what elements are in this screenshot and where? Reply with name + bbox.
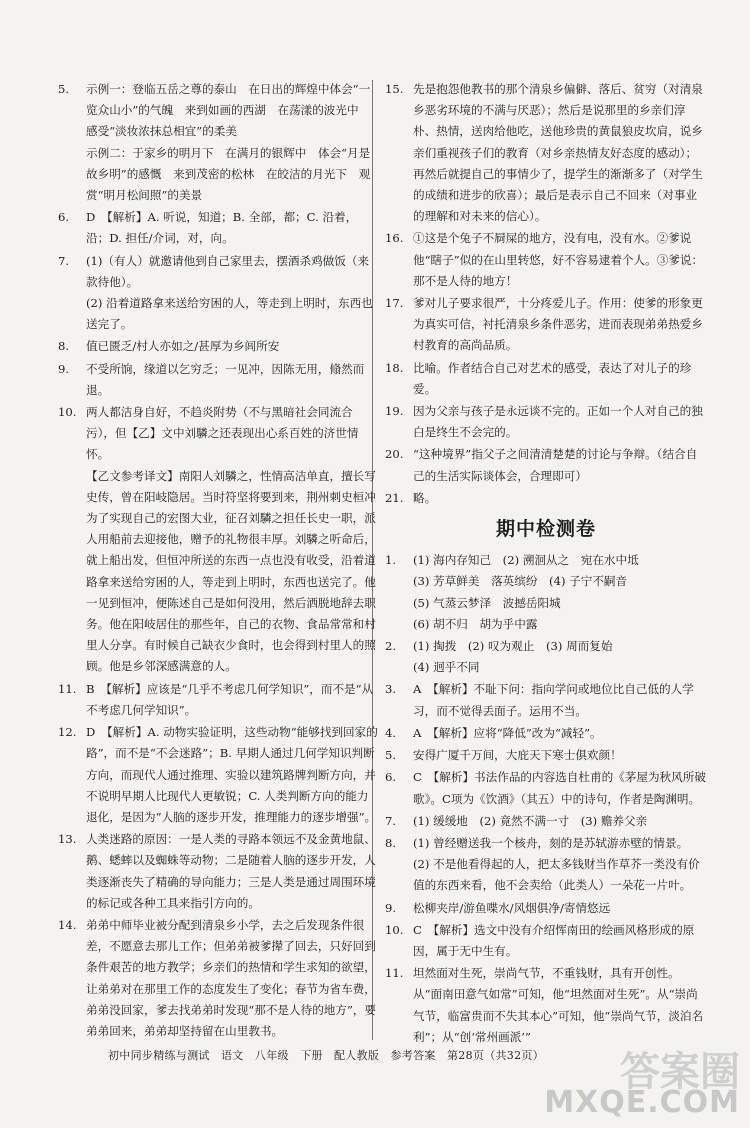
answer-item [58,402,380,678]
answer-number: 8. [385,835,397,850]
answer-number: 14. [58,917,77,932]
answer-number: 9. [385,900,397,915]
answer-item [58,336,380,357]
answer-text: 人类迷路的原因：一是人类的寻路本领远不及金黄地鼠、鹅、蟋蟀以及蜘蛛等动物；二是随着人脑的逐步开发，人类逐渐丧失了精确的导向能力；三是人类是通过周围环境的标记或各种工具来指引方向的。 [86,832,376,910]
answer-item [385,723,707,744]
watermark-text-zh: 答案圈 [620,1049,740,1095]
answer-number: 6. [58,210,70,225]
answer-number: 16. [385,231,404,246]
answer-text: C 【解析】选文中没有介绍恽南田的绘画风格形成的原因，属于无中生有。 [413,922,695,958]
left-column [58,78,380,1042]
answer-item [385,358,707,400]
answer-item [385,833,707,897]
answer-text: (1) 掏拨 (2) 叹为观止 (3) 周而复始 [413,639,613,654]
answer-text: 示例一：登临五岳之尊的泰山 在日出的辉煌中体会“一览众山小”的气魄 来到如画的西湖 在荡漾的波光中 感受“淡妆浓抹总相宜”的柔美 [86,82,371,139]
answer-number: 19. [385,404,404,419]
page-footer: 初中同步精练与测试 语文 八年级 下册 配人教版 参考答案 第28页（共32页） [108,1049,544,1062]
answer-number: 21. [385,490,404,505]
answer-number: 15. [385,82,404,96]
answer-text: D 【解析】A. 动物实验证明，这些动物“能够找到回家的路”，而不是“不会迷路”；B. 早期人通过几何学知识判断方向，而现代人通过推理、实验以建筑路牌判断方向，并不说明早期人比现代人更敏锐；C. 人类判断方向的能力退化，是因为“人脑的逐步开发，推理能力的逐步增强”。 [86,725,378,824]
answer-item [58,679,380,721]
answer-item [58,829,380,914]
answer-text: 松柳夹岸/游鱼喋水/风烟俱净/寄情悠远 [413,900,611,915]
answer-text: 爹对儿子要求很严，十分疼爱儿子。作用：使爹的形象更为真实可信，衬托清泉乡条件恶劣，进而表现弟弟热爱乡村教育的高尚品质。 [413,296,703,353]
answer-item [385,293,707,357]
answer-text: 【乙文参考译文】南阳人刘驎之，性情高洁单直，擅长写史传，曾在阳岐隐居。当时符坚将要到来，荆州刺史桓冲为了实现自己的宏图大业，征召刘驎之担任长史一职，派人用船前去迎接他，赠予的礼物很丰厚。刘驎之听命后，就上船出发，但恒冲所送的东西一点也没有收受，沿着道路拿来送给穷困的人，等走到上明时，东西也送完了。他一见到恒冲，便陈述自己是如何没用，然后洒脱地辞去职务。他在阳岐居住的那些年，自己的衣物、食品常常和村里人分享。有时候自己缺衣少食时，也会得到村里人的照顾。他是乡邻深感满意的人。 [86,468,376,674]
answer-text: A 【解析】不耻下问：指向学问或地位比自己低的人学习，而不觉得丢面子。运用不当。 [413,682,694,718]
answer-text: 示例二：于家乡的明月下 在满月的银辉中 体会“月是故乡明”的感慨 来到茂密的松林 在皎洁的月光下 观赏“明月松间照”的美景 [86,145,371,203]
answer-text: 略。 [413,490,437,505]
answer-item [385,79,707,227]
answer-number: 17. [385,296,404,311]
answer-text: (1) 曾经赠送我一个核舟，刻的是苏轼游赤壁的情景。 [413,835,689,850]
answer-item [385,401,707,443]
answer-text: (1) 海内存知己 (2) 溯洄从之 宛在水中坻 [413,553,639,568]
answer-text: (1) 缓缓地 (2) 竟然不满一寸 (3) 赡养父亲 [413,813,648,828]
answer-item [58,722,380,828]
answer-number: 4. [385,725,397,740]
answer-item [58,79,380,206]
answer-item [385,636,707,678]
answer-text: (3) 芳草鲜美 落英缤纷 (4) 子宁不嗣音 [413,574,628,589]
answer-item [58,207,380,249]
answer-item [58,915,380,1042]
answer-text: “这种境界”指父子之间清清楚楚的讨论与争辩。（结合自己的生活实际谈体会，合理即可） [413,447,698,483]
answer-number: 20. [385,447,404,462]
answer-text: 值已匮乏/村人亦如之/甚厚为乡闾所安 [86,339,280,354]
answer-text: 不受所饷，缘道以乞穷乏；一见冲，因陈无用，翛然而退。 [86,361,365,397]
watermark-text-url: MXQE.COM [544,1085,740,1120]
watermark-logo [544,1040,740,1120]
answer-number: 11. [58,681,77,696]
answer-item [385,550,707,635]
answer-item [385,679,707,721]
section-title: 期中检测卷 [495,518,596,541]
answer-number: 1. [385,553,397,568]
answer-text: 安得广厦千万间，大庇天下寒士俱欢颜！ [413,748,622,763]
answer-item [385,488,707,509]
answer-text: (5) 气蒸云梦泽 波撼岳阳城 [413,595,561,610]
answer-number: 11. [385,966,404,981]
answer-number: 8. [58,339,70,354]
answer-number: 6. [385,770,397,785]
answer-item [385,898,707,919]
answer-text: (4) 迥乎不同 [413,660,480,675]
answer-item [385,444,707,486]
answer-item [385,811,707,832]
right-answers-bottom [385,550,707,1048]
answer-text: ①这是个兔子不屙屎的地方，没有电，没有水。②爹说他“瞎子”似的在山里转悠，好不容易逮着个人。③爹说：那不是人待的地方！ [413,231,704,288]
answer-number: 2. [385,639,397,654]
answer-number: 5. [58,82,70,96]
answer-text: (6) 胡不归 胡为乎中露 [413,616,538,631]
answer-text: (2) 不是他看得起的人，把太多钱财当作草芥一类没有价值的东西来看，他不会卖给（此类人）一朵花一片叶。 [413,857,700,893]
answer-item [385,920,707,962]
answer-text: 弟弟中师毕业被分配到清泉乡小学，去之后发现条件很差，不愿意去那儿工作；但弟弟被爹撵了回去，只好回到条件艰苦的地方教学；乡亲们的热情和学生求知的欲望，让弟弟对在那里工作的态度发生了变化；春节为省车费，弟弟没回家，爹去找弟弟时发现“那不是人待的地方”，要弟弟回来，弟弟却坚持留在山里教书。 [86,917,377,1038]
answer-text: 两人都洁身自好，不趋炎附势（不与黑暗社会同流合污），但【乙】文中刘驎之还表现出心系百姓的济世情怀。 [86,405,359,462]
answer-text: 坦然面对生死，崇尚气节，不重钱财，具有开创性。从“面南田意气如常”可知，他“坦然面对生死”。从“崇尚气节，临富贵而不失其本心”可知，他“崇尚气节，淡泊名利”；从“创‘常州画派’” [413,966,704,1044]
answer-number: 3. [385,682,397,697]
answer-number: 10. [385,922,404,937]
answer-text: (1)（有人）就邀请他到自己家里去，摆酒杀鸡做饭（来款待他）。 [86,253,370,289]
answer-text: 比喻。作者结合自己对艺术的感受，表达了对儿子的珍爱。 [413,360,692,396]
answer-item [385,228,707,292]
answer-text: C 【解析】书法作品的内容选自杜甫的《茅屋为秋风所破歌》。C项为《饮酒》（其五）中的诗句，作者是陶渊明。 [413,770,706,806]
answer-number: 18. [385,360,404,375]
answer-text: (2) 沿着道路拿来送给穷困的人，等走到上明时，东西也送完了。 [86,296,373,332]
right-answers-top [385,79,707,509]
right-column [385,78,707,1048]
answer-number: 9. [58,361,70,376]
answer-item [385,745,707,766]
answer-number: 7. [58,253,70,268]
answer-text: D 【解析】A. 听说，知道；B. 全部，都；C. 沿着，沿；D. 担任/介词，对，向。 [86,210,358,246]
answer-item [58,251,380,336]
answer-number: 12. [58,725,77,740]
answer-number: 5. [385,748,397,763]
answer-item [58,359,380,401]
answer-number: 10. [58,405,77,420]
answer-text: A 【解析】应将“降低”改为“减轻”。 [413,725,602,740]
answer-text: 因为父亲与孩子是永远谈不完的。正如一个人对自己的独白是终生不会完的。 [413,404,703,440]
answer-item [385,963,707,1048]
answer-text: 先是抱怨他教书的那个清泉乡偏僻、落后、贫穷（对清泉乡恶劣环境的不满与厌恶）；然后是说那里的乡亲们淳朴、热情，送肉给他吃，送他珍贵的黄鼠狼皮坎肩，说乡亲们重视孩子们的教育（对乡亲热情友好态度的感动）；再然后就提自己的事情少了，提学生的渐渐多了（对学生的成绩和进步的欣喜）；最后是表示自己不回来（对事业的理解和对未来的信心）。 [413,82,703,224]
answer-item [385,767,707,809]
answer-number: 13. [58,832,77,847]
answer-text: B 【解析】应该是“几乎不考虑几何学知识”，而不是“从不考虑几何学知识”。 [86,681,374,717]
answer-number: 7. [385,813,397,828]
